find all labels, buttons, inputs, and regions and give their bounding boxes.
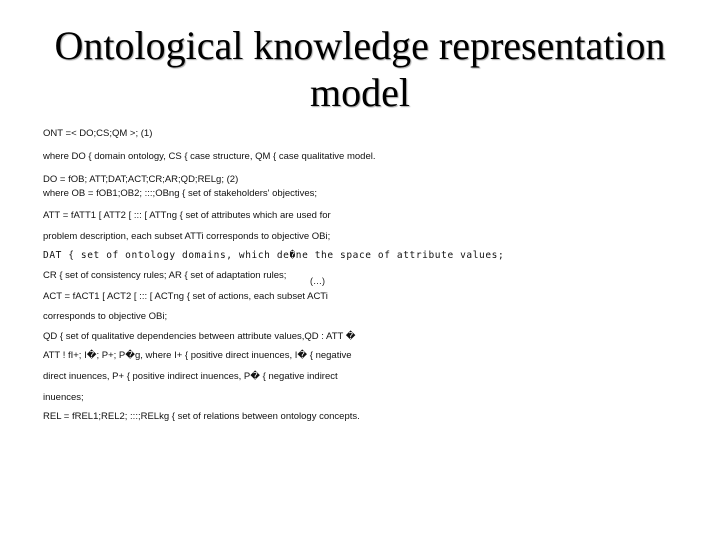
slide-title-line-2: model [310,70,410,115]
definition-att: ATT = fATT1 [ ATT2 [ ::: [ ATTng { set of attributes which are used for [43,210,331,221]
definition-qd: QD { set of qualitative dependencies between attribute values,QD : ATT � [43,331,356,342]
definition-qd-end: inuences; [43,392,84,403]
slide-title-line-1: Ontological knowledge representation [54,23,666,68]
ellipsis-fragment: (…) [310,276,325,286]
formula-do: DO = fOB; ATT;DAT;ACT;CR;AR;QD;RELg; (2) [43,174,239,185]
definition-dat: DAT { set of ontology domains, which de�ne the space of attribute values; [43,250,505,261]
formula-ont: ONT =< DO;CS;QM >; (1) [43,128,153,139]
definition-act: ACT = fACT1 [ ACT2 [ ::: [ ACTng { set of actions, each subset ACTi [43,291,328,302]
definition-ob: where OB = fOB1;OB2; :::;OBng { set of stakeholders' objectives; [43,188,318,199]
definition-rel: REL = fREL1;REL2; :::;RELkg { set of relations between ontology concepts. [43,411,360,422]
slide-title [0,22,720,116]
definition-act-continued: corresponds to objective OBi; [43,311,168,322]
definition-do-cs-qm: where DO { domain ontology, CS { case structure, QM { case qualitative model. [43,151,376,162]
definition-qd-influences-continued: direct inuences, P+ { positive indirect inuences, P� { negative indirect [43,371,338,382]
definition-qd-influences: ATT ! fI+; I�; P+; P�g, where I+ { positive direct inuences, I� { negative [43,350,352,361]
definition-att-continued: problem description, each subset ATTi corresponds to objective OBi; [43,231,331,242]
definition-cr-ar: CR { set of consistency rules; AR { set of adaptation rules; [43,270,287,281]
